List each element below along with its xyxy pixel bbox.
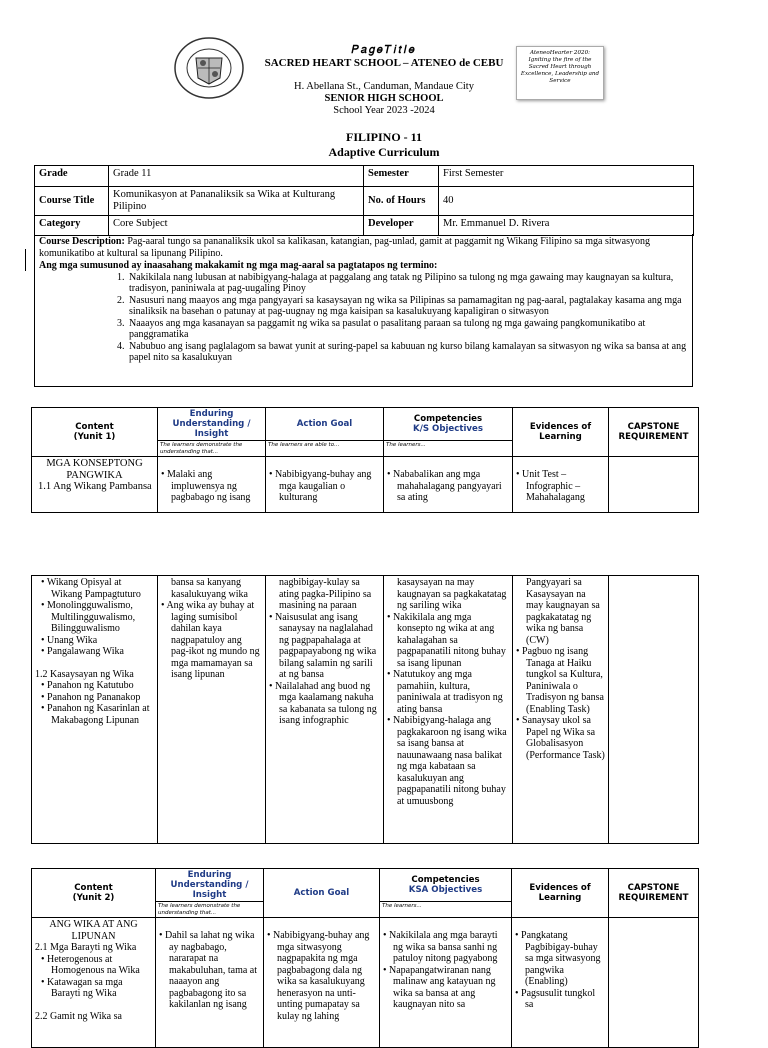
course-info-table bbox=[34, 165, 694, 236]
cont-action: nagbibigay-kulay sa ating pagka-Pilipino sa masining na paraan • Naisusulat ang isang sanaysay na naglalahad ng pagpapahalaga at pagpapayabong ng wika bilang salamin ng sarili at ng bansa • Nailalahad ang buod ng mga kaalamang nakuha sa kabanata sa tulong ng isang infographic bbox=[266, 576, 384, 844]
curriculum-title: Adaptive Curriculum bbox=[328, 145, 440, 159]
outcome-item: 3. Naaayos ang mga kasanayan sa paggamit ng wika sa pasulat o pasalitang paraan sa tulong ng mga gawaing pangkomunikatibo at panggramatika bbox=[127, 318, 688, 341]
developer-value: Mr. Emmanuel D. Rivera bbox=[439, 216, 694, 236]
semester-value: First Semester bbox=[439, 166, 694, 187]
unit2-col-capstone: CAPSTONE REQUIREMENT bbox=[609, 869, 699, 918]
unit2-enduring-sub: The learners demonstrate the understanding that... bbox=[156, 902, 264, 918]
motto-text: AteneoHearter 2020: Igniting the fire of the Sacred Heart through Excellence, Leadership and Service bbox=[520, 50, 600, 84]
outcome-item: 1. Nakikilala nang lubusan at nabibigyang-halaga at paggalang ang tatak ng Pilipino sa tulong ng mga gawaing may kaugnayan sa kultura, tradisyon, paniniwala at pag-uugaling Pinoy bbox=[127, 272, 688, 295]
unit1-competency: • Nababalikan ang mga mahahalagang pangyayari sa ating bbox=[384, 457, 513, 513]
unit2-comp-sub: The learners... bbox=[380, 902, 512, 918]
unit2-competency: • Nakikilala ang mga barayti ng wika sa bansa sanhi ng patuloy nitong pagyabong • Napapangatwiranan nang malinaw ang katayuan ng wika sa bansa at ang kaugnayan nito sa bbox=[380, 918, 512, 1048]
action-sub: The learners are able to... bbox=[266, 441, 384, 457]
unit1-continued-table bbox=[31, 575, 699, 844]
unit1-table bbox=[31, 407, 699, 513]
cont-enduring: bansa sa kanyang kasalukuyang wika • Ang wika ay buhay at laging sumisibol dahilan kaya nagpapatuloy ang pag-ikot ng mundo ng mga mamamayan sa isang lipunan bbox=[158, 576, 266, 844]
unit1-capstone bbox=[609, 457, 699, 513]
col-evidences: Evidences of Learning bbox=[513, 408, 609, 457]
unit2-enduring: • Dahil sa lahat ng wika ay nagbabago, nararapat na makabuluhan, tama at naaayon ang pagbabagong ito sa kakilanlan ng isang bbox=[156, 918, 264, 1048]
hours-label: No. of Hours bbox=[364, 187, 439, 216]
unit2-capstone bbox=[609, 918, 699, 1048]
col-enduring: Enduring Understanding / Insight bbox=[158, 408, 266, 441]
school-year: School Year 2023 -2024 bbox=[333, 105, 435, 116]
unit1-content: MGA KONSEPTONG PANGWIKA 1.1 Ang Wikang Pambansa bbox=[32, 457, 158, 513]
outcome-item: 4. Nabubuo ang isang paglalagom sa bawat yunit at suring-papel sa kabuuan ng kurso bilang kamalayan sa sitwasyon ng wika sa bansa at ang papel nito sa kasalukuyan bbox=[127, 341, 688, 364]
category-value: Core Subject bbox=[109, 216, 364, 236]
expectation-heading: Ang mga sumusunod ay inaasahang makakamit ng mga mag-aaral sa pagtatapos ng termino: bbox=[39, 260, 438, 271]
category-label: Category bbox=[35, 216, 109, 236]
col-content: Content (Yunit 1) bbox=[32, 408, 158, 457]
school-division: SENIOR HIGH SCHOOL bbox=[324, 93, 444, 104]
course-description-label: Course Description: bbox=[39, 236, 125, 247]
chinese-header: 𝑃𝑎𝑔𝑒𝑇𝑖𝑡𝑙𝑒 bbox=[351, 43, 417, 56]
course-description bbox=[34, 234, 693, 387]
cont-evidence: Pangyayari sa Kasaysayan na may kaugnayan sa pagkakatatag ng wika ng bansa (CW) • Pagbuo ng isang Tanaga at Haiku tungkol sa Kultura, Paniniwala o Tradisyon ng bansa (Enabling Task) • Sanaysay ukol sa Papel ng Wika sa Globalisasyon (Performance Task) bbox=[513, 576, 609, 844]
outcomes-list bbox=[39, 272, 688, 364]
developer-label: Developer bbox=[364, 216, 439, 236]
grade-label: Grade bbox=[35, 166, 109, 187]
course-description-text: Pag-aaral tungo sa pananaliksik ukol sa kalikasan, katangian, pag-unlad, gamit at paggamit ng Wikang Filipino sa mga sitwasyong komunikatibo at kultural sa lipunang Pilipino. bbox=[39, 236, 650, 259]
hours-value: 40 bbox=[439, 187, 694, 216]
course-title-label: Course Title bbox=[35, 187, 109, 216]
school-address: H. Abellana St., Canduman, Mandaue City bbox=[294, 81, 474, 92]
unit2-col-action: Action Goal bbox=[264, 869, 380, 918]
col-action: Action Goal bbox=[266, 408, 384, 441]
cont-content: • Wikang Opisyal at Wikang Pampagtuturo • Monolingguwalismo, Multilingguwalismo, Bilingguwalismo • Unang Wika • Pangalawang Wika 1.2 Kasaysayan ng Wika • Panahon ng Katutubo • Panahon ng Pananakop • Panahon ng Kasarinlan at Makabagong Lipunan bbox=[32, 576, 158, 844]
grade-value: Grade 11 bbox=[109, 166, 364, 187]
unit2-action: • Nabibigyang-buhay ang mga sitwasyong nagpapakita ng mga pagbabagong dala ng wika sa kasalukuyang henerasyon na unti-unting pumapatay sa kulay ng lahing bbox=[264, 918, 380, 1048]
unit2-col-enduring: Enduring Understanding / Insight bbox=[156, 869, 264, 902]
unit2-table bbox=[31, 868, 699, 1048]
unit2-col-evidences: Evidences of Learning bbox=[512, 869, 609, 918]
cont-capstone bbox=[609, 576, 699, 844]
unit2-col-content: Content (Yunit 2) bbox=[32, 869, 156, 918]
unit2-col-competencies: Competencies KSA Objectives bbox=[380, 869, 512, 902]
comp-sub: The learners... bbox=[384, 441, 513, 457]
unit2-content: ANG WIKA AT ANG LIPUNAN 2.1 Mga Barayti ng Wika • Heterogenous at Homogenous na Wika • Katawagan sa mga Barayti ng Wika 2.2 Gamit ng Wika sa bbox=[32, 918, 156, 1048]
text-cursor bbox=[25, 249, 26, 271]
semester-label: Semester bbox=[364, 166, 439, 187]
course-title-value: Komunikasyon at Pananaliksik sa Wika at Kulturang Pilipino bbox=[109, 187, 364, 216]
col-capstone: CAPSTONE REQUIREMENT bbox=[609, 408, 699, 457]
cont-competency: kasaysayan na may kaugnayan sa pagkakatatag ng sariling wika • Nakikilala ang mga konsepto ng wika at ang kahalagahan sa pagpapanatili nitong buhay sa isang lipunan • Natutukoy ang mga pamahiin, kultura, paniniwala at tradisyon ng ating bansa • Nabibigyang-halaga ang pagkakaroon ng isang wika sa isang bansa at nauunawaang nasa balikat ng mga kabataan sa kasalukuyan ang pagpapanatili nitong buhay at umuusbong bbox=[384, 576, 513, 844]
unit1-action: • Nabibigyang-buhay ang mga kaugalian o kulturang bbox=[266, 457, 384, 513]
subject-title: FILIPINO - 11 bbox=[345, 130, 422, 144]
unit1-evidence: • Unit Test – Infographic – Mahahalagang bbox=[513, 457, 609, 513]
school-name: SACRED HEART SCHOOL – ATENEO de CEBU bbox=[264, 57, 504, 69]
col-competencies: Competencies K/S Objectives bbox=[384, 408, 513, 441]
outcome-item: 2. Nasusuri nang maayos ang mga pangyayari sa kasaysayan ng wika sa Pilipinas sa pamamagitan ng pag-aaral, pagtalakay kasama ang mga sinaliksik na basehan o patunay at pag-uugnay ng mga kaisipan sa kasalukuyang kapaligiran o sitwasyon bbox=[127, 295, 688, 318]
enduring-sub: The learners demonstrate the understanding that... bbox=[158, 441, 266, 457]
unit2-evidence: • Pangkatang Pagbibigay-buhay sa mga sitwasyong pangwika (Enabling) • Pagsusulit tungkol sa bbox=[512, 918, 609, 1048]
unit1-enduring: • Malaki ang impluwensya ng pagbabago ng isang bbox=[158, 457, 266, 513]
motto-box bbox=[516, 46, 604, 100]
